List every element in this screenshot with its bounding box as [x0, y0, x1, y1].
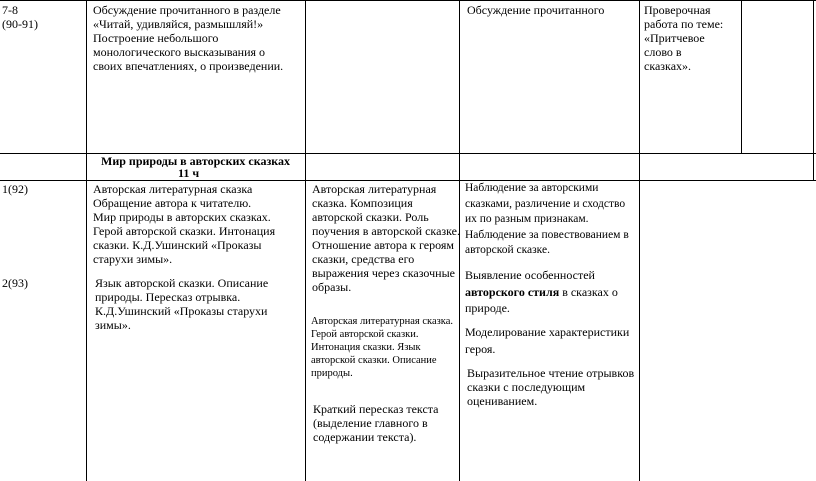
row1-control-line: сказках». — [644, 59, 692, 73]
content-line: Авторская литературная сказка. — [311, 316, 454, 327]
row2-number: 1(92) — [2, 182, 28, 196]
row1-control-line: работа по теме: — [644, 17, 724, 31]
row1-topic-line: Обсуждение прочитанного в разделе — [93, 3, 281, 17]
row3-topic-line: Язык авторской сказки. Описание — [95, 276, 269, 290]
row2-topic — [93, 182, 275, 266]
col-border-5 — [741, 0, 742, 154]
activity-line — [465, 284, 618, 301]
section-hours: 11 ч — [178, 166, 200, 180]
row2-topic-line: сказки. К.Д.Ушинский «Проказы — [93, 238, 262, 252]
col-border-2 — [305, 0, 306, 481]
activity-line: Выявление особенностей — [465, 268, 595, 282]
activity-line: природе. — [465, 301, 510, 315]
row1-topic-line: «Читай, удивляйся, размышляй!» — [93, 17, 264, 31]
activity-line: сказками, различение и сходство — [465, 197, 626, 210]
activity-line: сказки с последующим — [467, 380, 586, 394]
content-line: Краткий пересказ текста — [313, 402, 439, 416]
row3-topic-line: К.Д.Ушинский «Проказы старухи — [95, 304, 268, 318]
row2-topic-line: Авторская литературная сказка — [93, 182, 253, 196]
row3-topic — [95, 276, 268, 332]
content-line: природы. — [311, 368, 353, 379]
row1-number-line: (90-91) — [2, 17, 38, 31]
row2-topic-line: Обращение автора к читателю. — [93, 196, 252, 210]
content-line: содержании текста). — [313, 430, 417, 444]
content-line: Авторская литературная — [312, 182, 437, 196]
activity-line-rest: в сказках о — [559, 284, 618, 299]
activity-line: Наблюдение за повествованием в — [465, 228, 629, 241]
row1-topic-line: своих впечатлениях, о произведении. — [93, 59, 284, 73]
row1-topic — [93, 3, 283, 73]
activity-line: героя. — [465, 341, 496, 356]
activities-block-3 — [465, 324, 629, 357]
activities-block-1 — [465, 181, 629, 259]
content-block-3 — [313, 402, 439, 444]
content-line: (выделение главного в — [313, 416, 428, 430]
content-line: авторской сказки. Описание — [311, 355, 437, 366]
row1-activity: Обсуждение прочитанного — [467, 3, 605, 17]
content-line: образы. — [312, 280, 352, 294]
row1-number — [2, 3, 38, 31]
content-line: выражения через сказочные — [312, 266, 455, 280]
row1-control-line: «Притчевое — [644, 31, 705, 45]
row3-number: 2(93) — [2, 276, 28, 290]
row1-topic-line: монологического высказывания о — [93, 45, 266, 59]
activity-line: оцениванием. — [467, 394, 538, 408]
activity-line: Выразительное чтение отрывков — [467, 366, 635, 380]
section-title: Мир природы в авторских сказках — [101, 154, 291, 168]
row3-topic-line: зимы». — [95, 318, 131, 332]
row1-topic-line: Построение небольшого — [93, 31, 219, 45]
col-border-1 — [86, 0, 87, 481]
content-block-2 — [311, 315, 453, 380]
section-bottom-border — [0, 180, 816, 181]
row3-topic-line: природы. Пересказ отрывка. — [95, 290, 241, 304]
activity-line: Моделирование характеристики — [465, 325, 630, 339]
content-line: Интонация сказки. Язык — [311, 342, 421, 353]
content-line: авторской сказки. Роль — [312, 210, 429, 224]
author-style-emphasis: авторского стиля — [465, 284, 560, 299]
activities-block-4 — [467, 366, 634, 408]
content-line: сказка. Композиция — [312, 196, 413, 210]
activity-line: Наблюдение за авторскими — [465, 182, 599, 194]
content-line: сказки, средства его — [312, 252, 415, 266]
row2-topic-line: старухи зимы». — [93, 252, 173, 266]
content-line: Герой авторской сказки. — [311, 329, 419, 340]
row1-control-line: Проверочная — [644, 3, 711, 17]
activities-block-2 — [465, 267, 618, 317]
col-border-4 — [639, 0, 640, 481]
row1-number-line: 7-8 — [2, 3, 18, 17]
row1-control — [644, 3, 723, 73]
content-line: Отношение автора к героям — [312, 238, 454, 252]
activity-line: их по разным признакам. — [465, 213, 589, 225]
row1-control-line: слово в — [644, 45, 682, 59]
row2-topic-line: Герой авторской сказки. Интонация — [93, 224, 276, 238]
row2-topic-line: Мир природы в авторских сказках. — [93, 210, 271, 224]
activity-line: авторской сказке. — [465, 244, 550, 256]
table-top-border — [0, 0, 816, 1]
content-block-1 — [312, 182, 460, 294]
col-border-6 — [813, 0, 814, 181]
content-line: поучения в авторской сказке. — [312, 224, 461, 238]
